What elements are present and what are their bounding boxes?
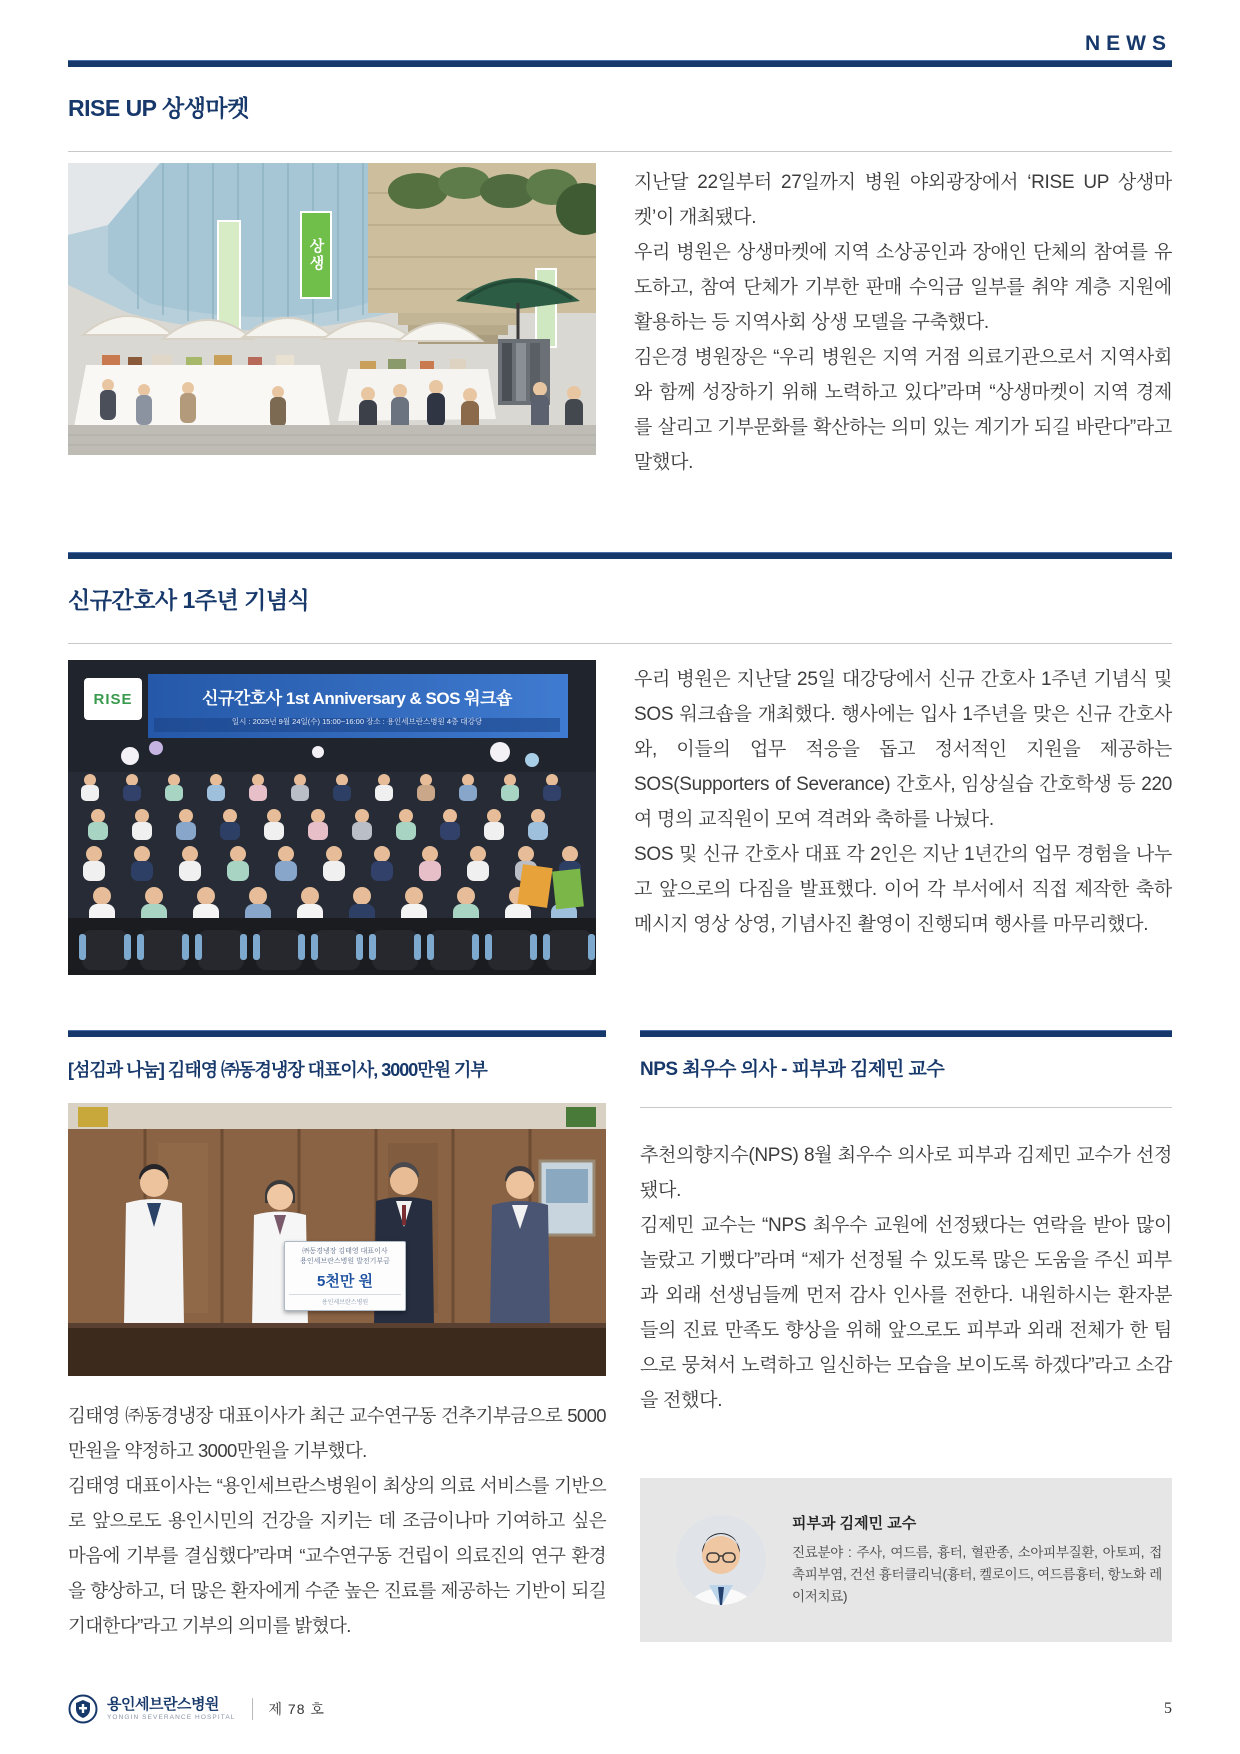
article-donation: [68, 1030, 606, 1643]
issue-number: 제 78 호: [268, 1701, 325, 1717]
nurse-photo: [68, 660, 596, 975]
doctor-avatar: [676, 1515, 766, 1605]
footer-divider: [252, 1698, 253, 1720]
paragraph: 지난달 22일부터 27일까지 병원 야외광장에서 ‘RISE UP 상생마켓’이 개최됐다.: [634, 172, 1172, 228]
wall-art-right: [566, 1107, 596, 1127]
article-nurse: [68, 660, 1172, 975]
paragraph: 추천의향지수(NPS) 8월 최우수 의사로 피부과 김제민 교수가 선정됐다.: [640, 1145, 1172, 1201]
ceiling: [68, 1103, 606, 1129]
wall-art-left: [78, 1107, 108, 1127]
nurse-banner-title: 신규간호사 1st Anniversary & SOS 워크숍: [202, 688, 512, 708]
plaque-line: ㈜동경냉장 김태영 대표이사: [302, 1248, 388, 1255]
section-title-nurse: 신규간호사 1주년 기념식: [68, 587, 310, 613]
hospital-name-en: YONGIN SEVERANCE HOSPITAL: [107, 1713, 236, 1721]
plaque-footer: 용인세브란스병원: [289, 1294, 401, 1306]
nurse-banner-subtitle: 일시 : 2025년 9월 24일(수) 15:00~16:00 장소 : 용인세브란스병원 4층 대강당: [231, 717, 483, 726]
rise-logo: RISE: [84, 678, 142, 720]
section-title-donation: [섬김과 나눔] 김태영 ㈜동경냉장 대표이사, 3000만원 기부: [68, 1060, 487, 1080]
donation-photo-illustration: [68, 1103, 606, 1376]
section-title-nps: NPS 최우수 의사 - 피부과 김제민 교수: [640, 1059, 945, 1080]
nps-article-text: [640, 1138, 1172, 1418]
picket-sign: [517, 864, 552, 908]
pavement: [68, 425, 596, 455]
paragraph: SOS 및 신규 간호사 대표 각 2인은 지난 1년간의 업무 경험을 나누고 앞으로의 다짐을 발표했다. 이어 각 부서에서 직접 제작한 축하 메시지 영상 상영, 기념사진 촬영이 진행되며 행사를 마무리했다.: [634, 844, 1172, 935]
market-photo-illustration: [68, 163, 596, 455]
column-rule: [640, 1030, 1172, 1037]
article-market: [68, 163, 1172, 480]
counter: [68, 1323, 606, 1376]
hospital-name: 용인세브란스병원: [107, 1695, 219, 1713]
doctor-profile-text: [792, 1512, 1162, 1608]
market-article-text: [634, 163, 1172, 480]
plaque-line: 용인세브란스병원 발전기부금: [300, 1258, 390, 1265]
page-number: 5: [1164, 1700, 1172, 1717]
picket-sign: [552, 869, 584, 910]
paragraph: 우리 병원은 상생마켓에 지역 소상공인과 장애인 단체의 참여를 유도하고, 참여 단체가 기부한 판매 수익금 일부를 취약 계층 지원에 활용하는 등 지역사회 상생 모델을 구축했다.: [634, 242, 1172, 333]
column-rule: [68, 1030, 606, 1037]
paragraph: 김태영 ㈜동경냉장 대표이사가 최근 교수연구동 건추기부금으로 5000만원을 약정하고 3000만원을 기부했다.: [68, 1405, 606, 1461]
nurse-article-text: [634, 660, 1172, 975]
donation-photo: [68, 1103, 606, 1376]
header-rule: [68, 60, 1172, 67]
nurse-photo-illustration: [68, 660, 596, 975]
doctor-name: 피부과 김제민 교수: [792, 1515, 917, 1532]
paragraph: 김제민 교수는 “NPS 최우수 교원에 선정됐다는 연락을 받아 많이 놀랐고 기뻤다”라며 “제가 선정될 수 있도록 많은 도움을 주신 피부과 외래 선생님들께 먼저 감사 인사를 전한다. 내원하시는 환자분들의 진료 만족도 향상을 위해 앞으로도 피부과 외래 전체가 한 팀으로 뭉쳐서 노력하고 일신하는 모습을 보이도록 하겠다”라고 소감을 전했다.: [640, 1215, 1172, 1411]
side-banner-left: [218, 221, 240, 333]
paragraph: 김태영 대표이사는 “용인세브란스병원이 최상의 의료 서비스를 기반으로 앞으로도 용인시민의 건강을 지키는 데 조금이나마 기여하고 싶은 마음에 기부를 결심했다”라며 “교수연구동 건립이 의료진의 연구 환경을 향상하고, 더 많은 환자에게 수준 높은 진료를 제공하는 기반이 되길 기대한다”라고 기부의 의미를 밝혔다.: [68, 1475, 606, 1636]
market-photo: [68, 163, 596, 455]
market-banner: 상생: [300, 211, 332, 299]
donation-article-text: [68, 1398, 606, 1643]
article-nps: [640, 1030, 1172, 1643]
section-divider-rule: [68, 552, 1172, 559]
doctor-specialties: 진료분야 : 주사, 여드름, 흉터, 혈관종, 소아피부질환, 아토피, 접촉피부염, 건선 흉터클리닉(흉터, 켈로이드, 여드름흉터, 항노화 레이저치료): [792, 1545, 1162, 1604]
hospital-logo-icon: [68, 1694, 98, 1724]
section-hairline: [640, 1107, 1172, 1108]
section-title-market: RISE UP 상생마켓: [68, 95, 249, 121]
auditorium-chairs: [79, 930, 595, 970]
paragraph: 김은경 병원장은 “우리 병원은 지역 거점 의료기관으로서 지역사회와 함께 성장하기 위해 노력하고 있다”라며 “상생마켓이 지역 경제를 살리고 기부문화를 확산하는 의미 있는 계기가 되길 바란다”라고 말했다.: [634, 347, 1172, 473]
plaque-amount: 5천만 원: [317, 1273, 373, 1290]
doctor-profile-box: [640, 1478, 1172, 1642]
paragraph: 우리 병원은 지난달 25일 대강당에서 신규 간호사 1주년 기념식 및 SOS 워크숍을 개최했다. 행사에는 입사 1주년을 맞은 신규 간호사와, 이들의 업무 적응을 돕고 정서적인 지원을 제공하는 SOS(Supporters of Severance) 간호사, 임상실습 간호학생 등 220여 명의 교직원이 모여 격려와 축하를 나눴다.: [634, 669, 1172, 830]
section-hairline: [68, 151, 1172, 152]
news-header-label: NEWS: [1085, 32, 1172, 55]
page-footer: [68, 1694, 1172, 1724]
section-hairline: [68, 643, 1172, 644]
two-column-section: [68, 1030, 1172, 1643]
hospital-name-block: [107, 1697, 236, 1722]
